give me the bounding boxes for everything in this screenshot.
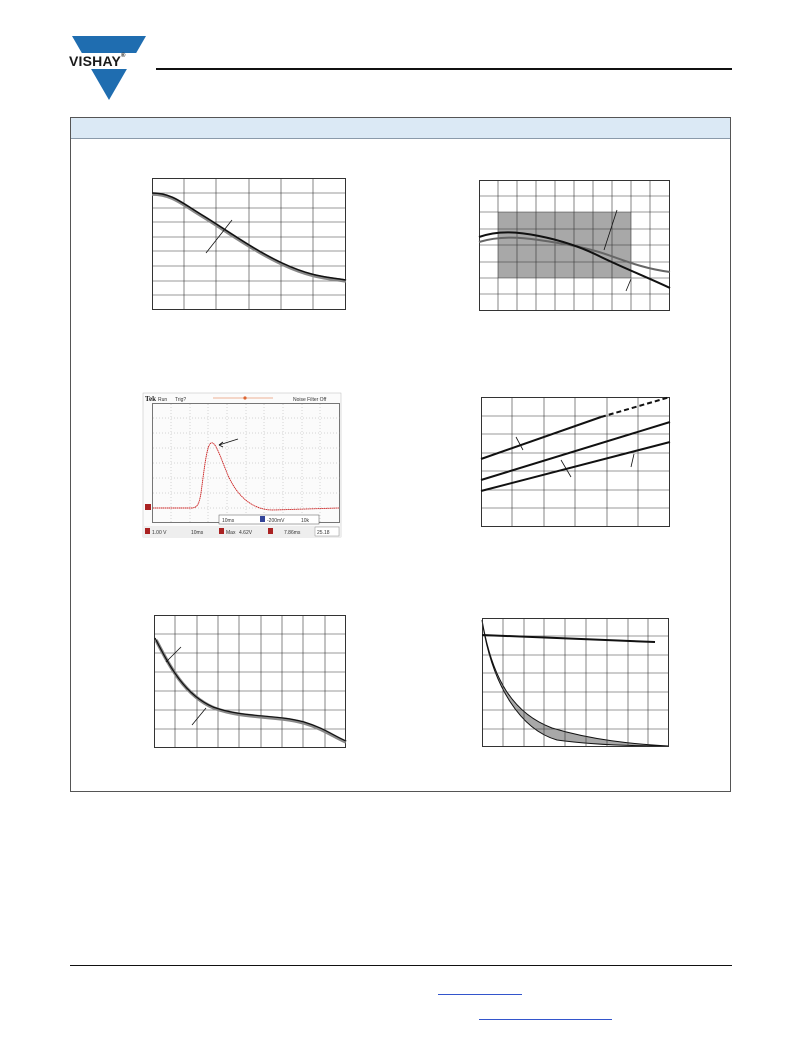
scope-ch1-badge [145, 528, 150, 534]
footer-link-1[interactable] [438, 994, 522, 995]
figure-2-plot [479, 180, 670, 311]
figure-4-grid [481, 397, 670, 527]
figure-2-callout-2 [626, 279, 631, 291]
registered-mark: ® [121, 53, 126, 59]
scope-ch1-marker [145, 504, 151, 510]
figure-4-callout-3 [631, 454, 634, 467]
scope-trigger-level: -200mV [267, 518, 285, 524]
scope-brand: Tek [145, 395, 157, 403]
figure-5-plot [154, 615, 346, 748]
panel-header-bar [71, 118, 730, 139]
scope-measure-badge [219, 528, 224, 534]
figure-5-curve-b [155, 638, 346, 741]
brand-name [69, 53, 126, 69]
scope-rise-value: 7.86ms [284, 530, 301, 536]
footer-rule [70, 965, 732, 966]
figure-5-callout-1 [166, 647, 181, 662]
scope-sample-rate: 10k [301, 518, 310, 524]
scope-time-per-div: 10ms [191, 530, 204, 536]
scope-trig-icon [260, 516, 265, 522]
scope-rise-badge [268, 528, 273, 534]
scope-measure-label: Max [226, 530, 236, 536]
figure-4-plot [481, 397, 670, 527]
figure-3-oscilloscope [143, 393, 341, 537]
scope-noise-filter: Noise Filter Off [293, 397, 327, 403]
figure-5-callout-2 [192, 708, 206, 725]
footer-link-2[interactable] [479, 1019, 612, 1020]
figure-1-plot [152, 178, 346, 310]
brand-name-text: VISHAY [69, 53, 122, 69]
vishay-logo [68, 36, 150, 102]
figure-4-line-top-dashed [601, 397, 670, 417]
figure-4-callout-1 [516, 437, 523, 450]
scope-measure-value: 4.62V [239, 530, 253, 536]
scope-timebase: 10ms [222, 518, 235, 524]
figure-6-grid [482, 618, 669, 747]
scope-ch1-scale: 1.00 V [152, 530, 167, 536]
scope-trigger-marker [243, 396, 246, 399]
scope-trig-status: Trig? [175, 397, 187, 403]
figure-6-plot [482, 618, 669, 747]
header-rule [156, 68, 732, 70]
scope-freq-value: 25.18 [317, 530, 330, 536]
scope-run-mode: Run [158, 397, 168, 403]
